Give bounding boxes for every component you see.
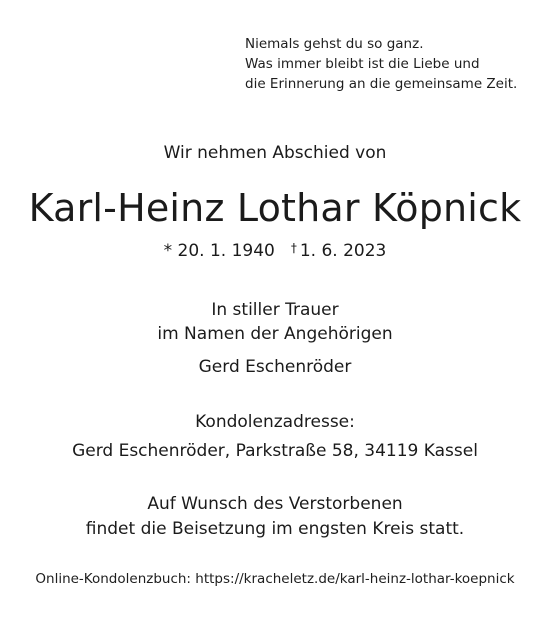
- poem-line-3: die Erinnerung an die gemeinsame Zeit.: [245, 76, 518, 92]
- life-dates: [0, 237, 550, 262]
- mourner-name: Gerd Eschenröder: [198, 357, 352, 377]
- mourning-line-2: im Namen der Angehörigen: [157, 324, 393, 344]
- farewell-intro: Wir nehmen Abschied von: [163, 143, 387, 163]
- condolence-address-label: Kondolenzadresse:: [195, 412, 355, 432]
- online-condolence-label: Online-Kondolenzbuch:: [35, 571, 191, 587]
- condolence-address: Gerd Eschenröder, Parkstraße 58, 34119 Kassel: [72, 441, 478, 461]
- deceased-name: Karl-Heinz Lothar Köpnick: [28, 186, 522, 230]
- online-condolence-link[interactable]: https://kracheletz.de/karl-heinz-lothar-koepnick: [195, 571, 515, 587]
- poem-line-1: Niemals gehst du so ganz.: [245, 36, 424, 52]
- mourning-line-1: In stiller Trauer: [211, 300, 339, 320]
- death-date: 1. 6. 2023: [299, 241, 387, 261]
- cross-icon: †: [290, 241, 297, 255]
- burial-note-line-1: Auf Wunsch des Verstorbenen: [147, 494, 403, 514]
- birth-date: * 20. 1. 1940: [163, 241, 275, 261]
- memorial-poem: [245, 34, 517, 94]
- burial-note-line-2: findet die Beisetzung im engsten Kreis statt.: [85, 519, 465, 539]
- online-condolence-book: [0, 570, 550, 588]
- poem-line-2: Was immer bleibt ist die Liebe und: [245, 56, 480, 72]
